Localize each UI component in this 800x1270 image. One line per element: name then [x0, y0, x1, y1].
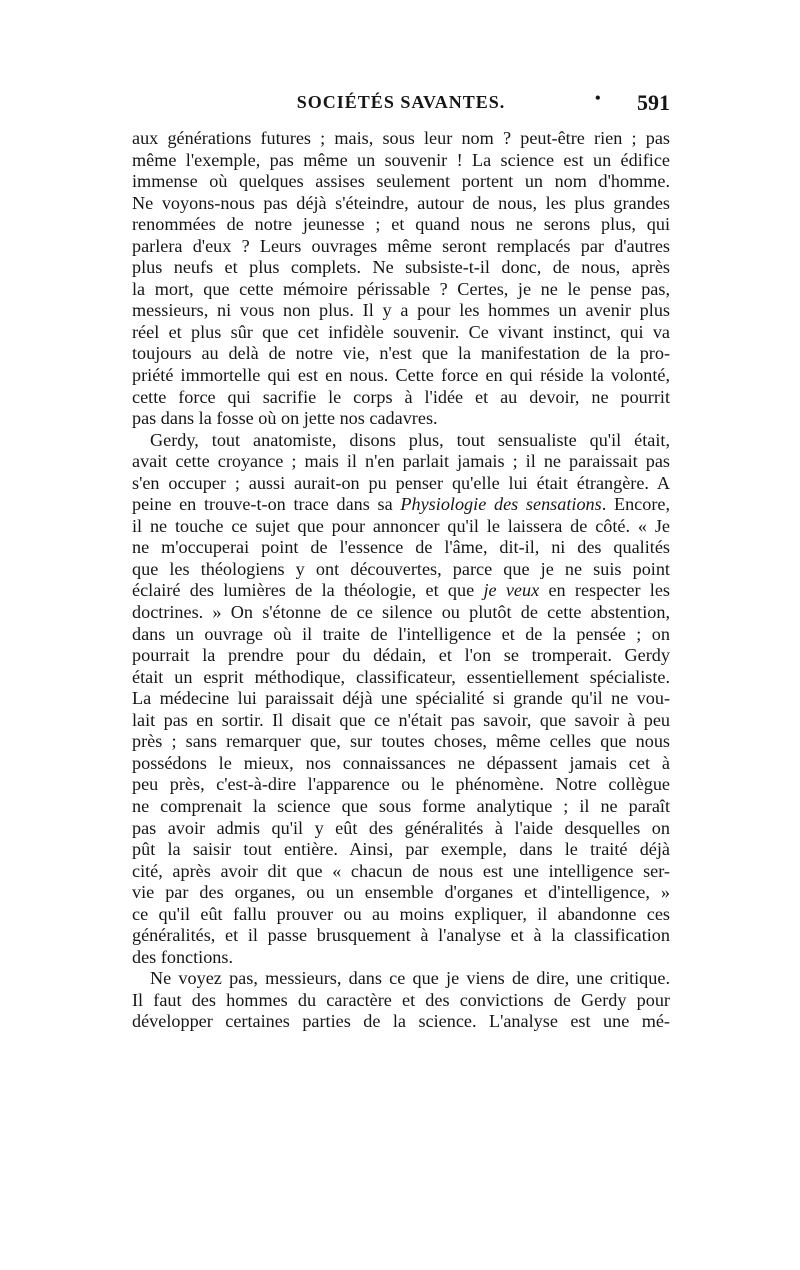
text-line: Il faut des hommes du caractère et des convictions de Gerdy pour: [132, 989, 670, 1010]
text-line: ce qu'il eût fallu prouver ou au moins expliquer, il abandonne ces: [132, 903, 670, 924]
text-line: peu près, c'est-à-dire l'apparence ou le phénomène. Notre collègue: [132, 774, 670, 795]
text-line: renommées de notre jeunesse ; et quand nous ne serons plus, qui: [132, 214, 670, 235]
body-text: [132, 128, 670, 1033]
text-line: Gerdy, tout anatomiste, disons plus, tout sensualiste qu'il était,: [150, 429, 670, 450]
text-line: Ne voyez pas, messieurs, dans ce que je viens de dire, une critique.: [150, 968, 670, 989]
text-line: était un esprit méthodique, classificateur, essentiellement spécialiste.: [132, 666, 670, 687]
text-line: Ne voyons-nous pas déjà s'éteindre, autour de nous, les plus grandes: [132, 192, 670, 213]
text-line: aux générations futures ; mais, sous leur nom ? peut-être rien ; pas: [132, 128, 670, 148]
text-line: vie par des organes, ou un ensemble d'organes et d'intelligence, »: [132, 882, 670, 903]
text-line: que les théologiens y ont découvertes, parce que je ne suis point: [132, 558, 670, 579]
header-bullet: •: [595, 90, 601, 107]
text-line: cette force qui sacrifie le corps à l'idée et au devoir, ne pourrit: [132, 386, 670, 407]
text-line: ne comprenait la science que sous forme analytique ; il ne paraît: [132, 795, 670, 816]
text-line: développer certaines parties de la science. L'analyse est une mé-: [132, 1011, 670, 1032]
text-line: La médecine lui paraissait déjà une spécialité si grande qu'il ne vou-: [132, 688, 670, 709]
text-line: toujours au delà de notre vie, n'est que la manifestation de la pro-: [132, 343, 670, 364]
text-line: généralités, et il passe brusquement à l'analyse et à la classification: [132, 925, 670, 946]
text-line: des fonctions.: [132, 946, 234, 967]
text-line: avait cette croyance ; mais il n'en parlait jamais ; il ne paraissait pas: [132, 451, 670, 472]
text-line: priété immortelle qui est en nous. Cette force en qui réside la volonté,: [132, 365, 670, 386]
text-line: ne m'occuperai point de l'essence de l'âme, dit-il, ni des qualités: [132, 537, 670, 558]
text-line: plus neufs et plus complets. Ne subsiste-t-il donc, de nous, après: [132, 257, 670, 278]
text-line: réel et plus sûr que cet infidèle souvenir. Ce vivant instinct, qui va: [132, 321, 670, 342]
text-line: même l'exemple, pas même un souvenir ! La science est un édifice: [132, 149, 670, 170]
text-line: messieurs, ni vous non plus. Il y a pour les hommes un avenir plus: [132, 300, 670, 321]
text-line: pas avoir admis qu'il y eût des généralités à l'aide desquelles on: [132, 817, 670, 838]
text-line: pût la saisir tout entière. Ainsi, par exemple, dans le traité déjà: [132, 839, 670, 860]
text-line: doctrines. » On s'étonne de ce silence ou plutôt de cette abstention,: [132, 602, 670, 623]
text-line: possédons le mieux, nos connaissances ne dépassent jamais cet à: [132, 752, 670, 773]
page-number: 591: [637, 90, 670, 115]
text-line: près ; sans remarquer que, sur toutes choses, même celles que nous: [132, 731, 670, 752]
text-line: dans un ouvrage où il traite de l'intelligence et de la pensée ; on: [132, 623, 670, 644]
text-line: éclairé des lumières de la théologie, et que je veux en respecter les: [132, 580, 671, 601]
running-head: SOCIÉTÉS SAVANTES.: [296, 92, 506, 112]
text-line: il ne touche ce sujet que pour annoncer qu'il le laissera de côté. « Je: [132, 515, 670, 536]
text-line: immense où quelques assises seulement portent un nom d'homme.: [132, 171, 670, 192]
text-line: cité, après avoir dit que « chacun de nous est une intelligence ser-: [132, 860, 670, 881]
text-line: s'en occuper ; aussi aurait-on pu penser qu'elle lui était étrangère. A: [132, 472, 670, 493]
text-line: la mort, que cette mémoire périssable ? Certes, je ne le pense pas,: [132, 278, 670, 299]
text-line: pourrait la prendre pour du dédain, et l'on se tromperait. Gerdy: [132, 645, 670, 666]
text-line: pas dans la fosse où on jette nos cadavres.: [132, 408, 438, 429]
text-line: parlera d'eux ? Leurs ouvrages même seront remplacés par d'autres: [132, 235, 670, 256]
page-header: [132, 90, 670, 120]
text-line: peine en trouve-t-on trace dans sa Physiologie des sensations. Encore,: [132, 494, 671, 515]
text-line: lait pas en sortir. Il disait que ce n'était pas savoir, que savoir à peu: [132, 709, 670, 730]
